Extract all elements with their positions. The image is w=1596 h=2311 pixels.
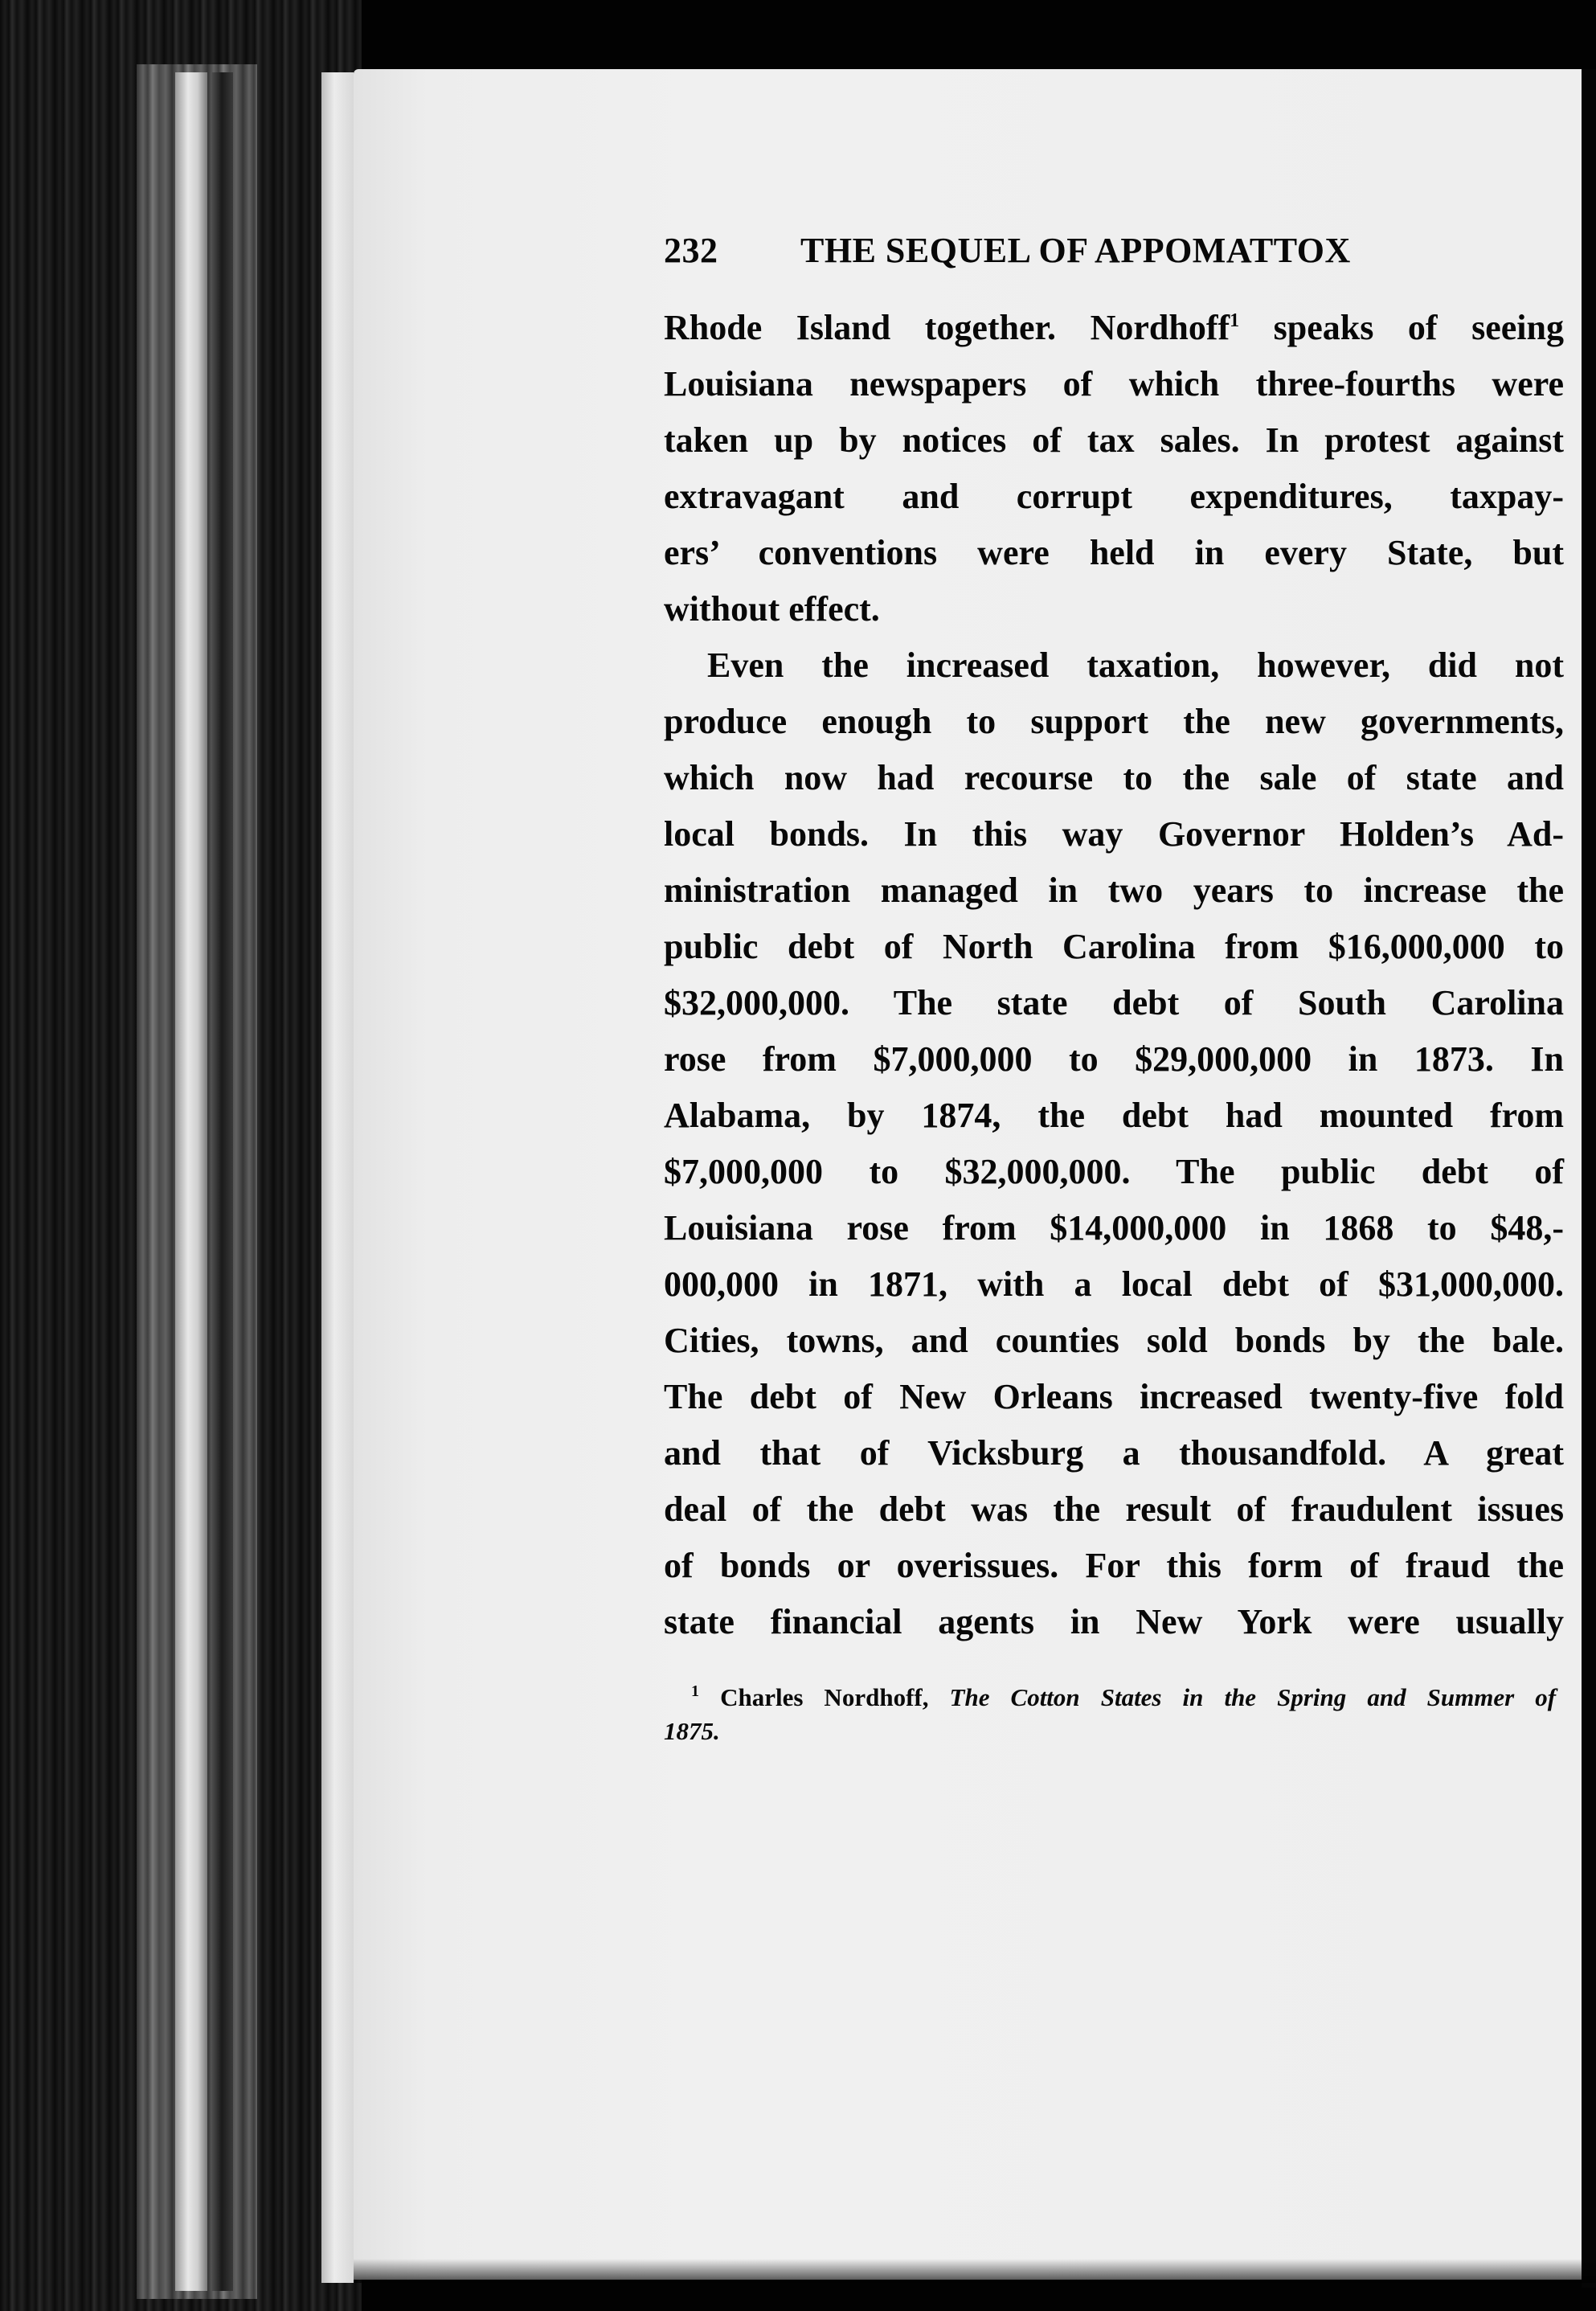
body-line-19: Cities, towns, and counties sold bonds by the bale. [664, 1321, 1564, 1360]
body-line-17: Louisiana rose from $14,000,000 in 1868 to $48,- [664, 1208, 1564, 1248]
binding-shadow [211, 72, 233, 2291]
body-line-5: ers’ conventions were held in every State, but [664, 533, 1564, 572]
body-line-11: ministration managed in two years to increase the [664, 871, 1564, 910]
footnote-reference: 1 [1230, 310, 1240, 331]
footnote-author: Charles Nordhoff, [720, 1683, 929, 1711]
body-line-21: and that of Vicksburg a thousandfold. A great [664, 1433, 1564, 1473]
body-line-20: The debt of New Orleans increased twenty-five fold [664, 1377, 1564, 1416]
right-border [1582, 69, 1596, 2288]
footnote-line-2 [664, 1715, 1556, 1748]
body-line-1: Rhode Island together. Nordhoff$^1$ speaks of seeing [664, 308, 1564, 347]
body-line-18: 000,000 in 1871, with a local debt of $31,000,000. [664, 1264, 1564, 1304]
page-stack-edge [321, 72, 354, 2283]
body-line-9: which now had recourse to the sale of state and [664, 758, 1564, 797]
footnote-year: 1875. [664, 1717, 720, 1745]
body-line-12: public debt of North Carolina from $16,000,000 to [664, 927, 1564, 966]
binding-highlight [175, 72, 207, 2291]
footnote-title: The Cotton States in the Spring and Summer of [949, 1683, 1557, 1711]
body-line-4: extravagant and corrupt expenditures, taxpay- [664, 477, 1564, 516]
page-number: 232 [664, 231, 718, 270]
running-title: THE SEQUEL OF APPOMATTOX [800, 231, 1351, 270]
running-header [664, 227, 1467, 275]
body-line-24: state financial agents in New York were usually [664, 1602, 1564, 1641]
body-line-2: Louisiana newspapers of which three-fourths were [664, 364, 1564, 404]
body-line-14: rose from $7,000,000 to $29,000,000 in 1873. In [664, 1039, 1564, 1079]
body-line-23: of bonds or overissues. For this form of fraud the [664, 1546, 1564, 1585]
body-line-10: local bonds. In this way Governor Holden’s Ad- [664, 814, 1564, 854]
body-line-8: produce enough to support the new governments, [664, 702, 1564, 741]
footnote-line-1: $^1$ Charles Nordhoff, The Cotton States in the Spring and Summer of [691, 1682, 1557, 1711]
body-line-6: without effect. [664, 589, 880, 629]
body-line-13: $32,000,000. The state debt of South Carolina [664, 983, 1564, 1022]
body-line-16: $7,000,000 to $32,000,000. The public debt of [664, 1152, 1564, 1191]
body-line-3: taken up by notices of tax sales. In protest against [664, 420, 1564, 460]
body-line-7: Even the increased taxation, however, did not [707, 645, 1564, 685]
body-line-15: Alabama, by 1874, the debt had mounted from [664, 1096, 1564, 1135]
page-bottom-shadow [354, 2259, 1596, 2283]
body-line-22: deal of the debt was the result of fraudulent issues [664, 1489, 1564, 1529]
